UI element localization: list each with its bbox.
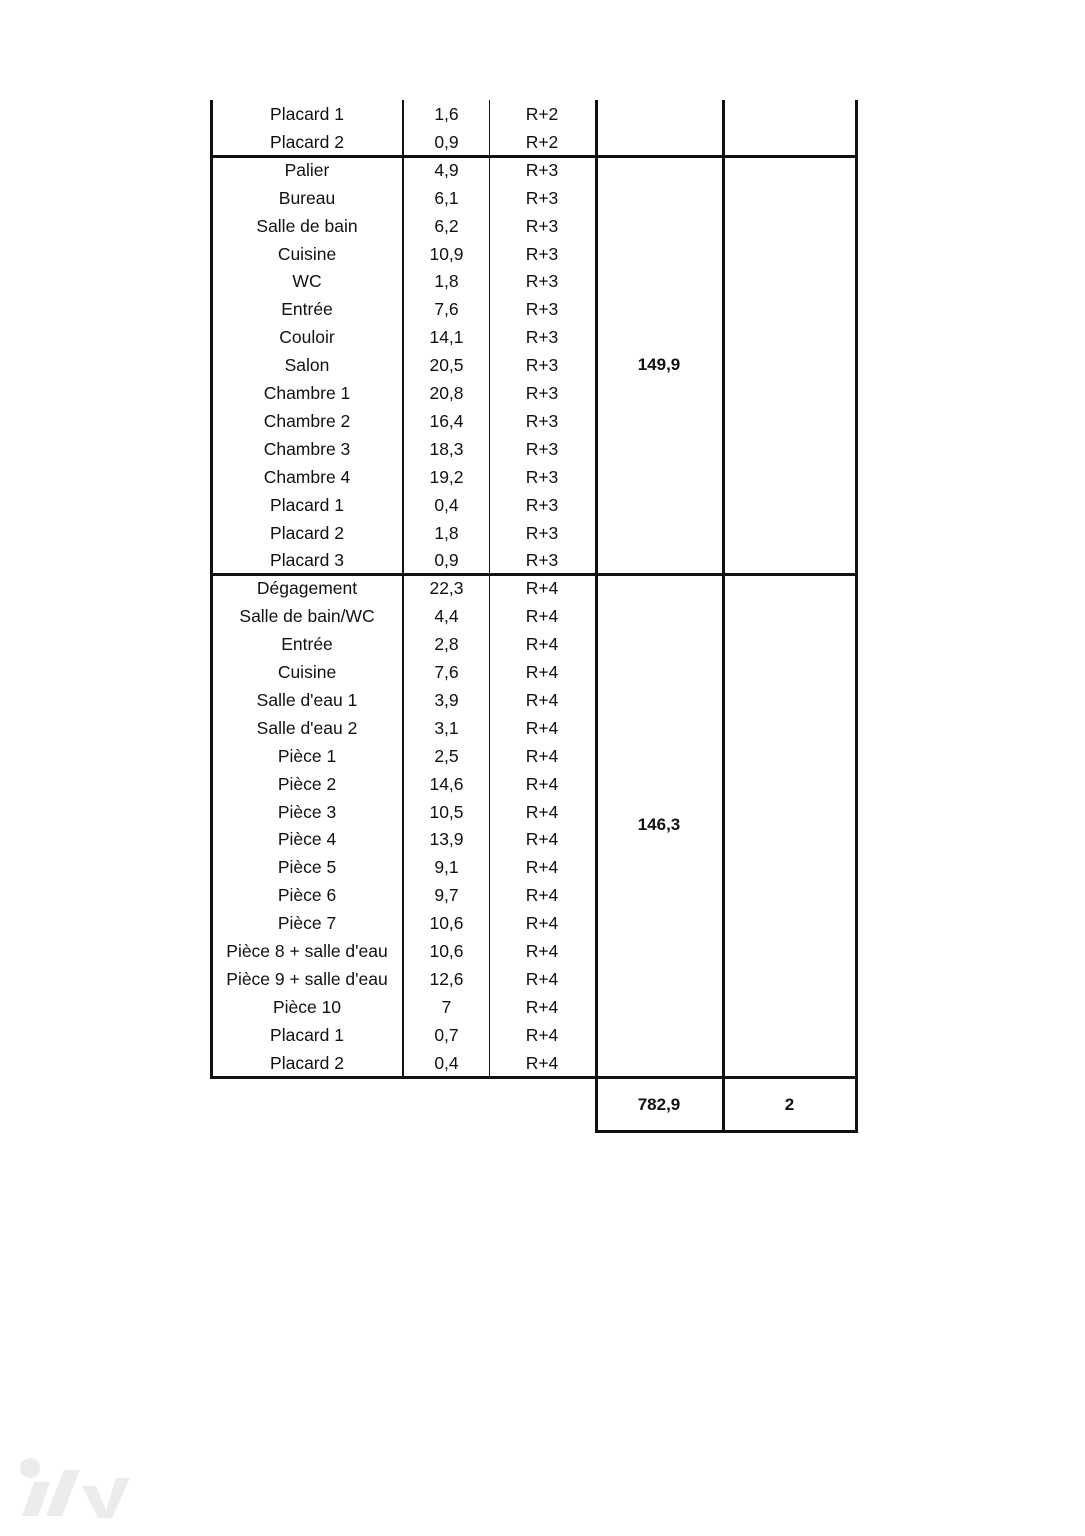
area-cell: 1,8 — [434, 271, 459, 292]
column-border-count — [722, 100, 725, 1133]
area-cell: 3,1 — [434, 717, 459, 738]
level-cell: R+2 — [525, 104, 559, 124]
level-cell: R+3 — [525, 299, 559, 320]
area-cell: 0,9 — [434, 131, 459, 152]
area-cell: 2,5 — [434, 745, 459, 766]
room-name-cell: Palier — [284, 159, 330, 180]
level-cell: R+4 — [525, 745, 559, 766]
level-cell: R+4 — [525, 1052, 559, 1073]
room-name-cell: Chambre 1 — [263, 383, 351, 403]
room-name-cell: Chambre 3 — [263, 438, 351, 459]
room-name-cell: Pièce 2 — [277, 773, 337, 794]
area-cell: 7,6 — [434, 662, 459, 682]
room-name-cell: Bureau — [278, 187, 336, 208]
area-cell: 3,9 — [434, 689, 459, 710]
room-name-cell: Cuisine — [277, 243, 337, 264]
grand-total-area: 782,9 — [637, 1094, 681, 1114]
level-cell: R+3 — [525, 550, 559, 571]
column-border-level — [489, 100, 491, 1078]
room-name-cell: Entrée — [281, 634, 333, 655]
room-name-cell: Chambre 2 — [263, 410, 351, 431]
area-cell: 6,1 — [434, 187, 459, 208]
level-cell: R+2 — [525, 131, 559, 152]
area-cell: 13,9 — [429, 829, 464, 850]
room-name-cell: Placard 3 — [270, 550, 344, 571]
room-name-cell: Pièce 4 — [277, 829, 337, 850]
level-cell: R+4 — [525, 689, 559, 710]
area-cell: 22,3 — [429, 578, 464, 599]
level-cell: R+4 — [525, 996, 559, 1017]
area-cell: 1,8 — [434, 522, 459, 543]
area-cell: 4,4 — [434, 606, 459, 627]
area-cell: 12,6 — [429, 968, 464, 989]
level-cell: R+4 — [525, 941, 559, 961]
level-cell: R+3 — [525, 522, 559, 543]
area-cell: 20,5 — [429, 355, 464, 376]
area-cell: 7 — [441, 996, 452, 1017]
level-cell: R+3 — [525, 383, 559, 403]
room-name-cell: Salle de bain — [256, 215, 358, 236]
room-name-cell: Entrée — [281, 299, 333, 320]
room-name-cell: Pièce 5 — [277, 857, 337, 878]
level-cell: R+4 — [525, 773, 559, 794]
room-name-cell: Salon — [284, 355, 330, 376]
room-name-cell: WC — [292, 271, 322, 292]
area-cell: 9,7 — [434, 885, 459, 906]
area-cell: 4,9 — [434, 159, 459, 180]
room-name-cell: Pièce 9 + salle d'eau — [226, 968, 388, 989]
room-name-cell: Pièce 3 — [277, 801, 337, 822]
room-name-cell: Placard 2 — [270, 131, 344, 152]
room-name-cell: Pièce 7 — [277, 913, 337, 934]
level-cell: R+3 — [525, 438, 559, 459]
room-name-cell: Dégagement — [256, 578, 358, 599]
area-cell: 0,4 — [434, 494, 459, 515]
group-separator — [210, 155, 858, 158]
area-cell: 19,2 — [429, 466, 464, 487]
level-cell: R+4 — [525, 578, 559, 599]
room-name-cell: Salle de bain/WC — [239, 606, 375, 627]
room-name-cell: Couloir — [279, 327, 335, 348]
column-border-right — [855, 100, 858, 1133]
level-cell: R+3 — [525, 159, 559, 180]
area-cell: 16,4 — [429, 410, 464, 431]
level-cell: R+4 — [525, 634, 559, 655]
level-cell: R+3 — [525, 466, 559, 487]
area-cell: 6,2 — [434, 215, 459, 236]
level-cell: R+3 — [525, 243, 559, 264]
level-cell: R+3 — [525, 494, 559, 515]
area-cell: 20,8 — [429, 383, 464, 403]
room-name-cell: Placard 1 — [270, 494, 344, 515]
area-cell: 10,9 — [429, 243, 464, 264]
level-cell: R+4 — [525, 606, 559, 627]
level-cell: R+3 — [525, 327, 559, 348]
level-cell: R+3 — [525, 410, 559, 431]
room-name-cell: Pièce 8 + salle d'eau — [226, 941, 388, 961]
room-name-cell: Pièce 10 — [272, 996, 342, 1017]
area-cell: 10,5 — [429, 801, 464, 822]
area-cell: 9,1 — [434, 857, 459, 878]
area-cell: 0,9 — [434, 550, 459, 571]
room-name-cell: Placard 2 — [270, 1052, 344, 1073]
level-cell: R+4 — [525, 857, 559, 878]
level-cell: R+3 — [525, 215, 559, 236]
area-cell: 10,6 — [429, 913, 464, 934]
room-name-cell: Placard 2 — [270, 522, 344, 543]
room-name-cell: Salle d'eau 2 — [256, 717, 358, 738]
room-name-cell: Placard 1 — [270, 104, 344, 124]
column-border-left — [210, 100, 213, 1079]
level-cell: R+4 — [525, 885, 559, 906]
room-name-cell: Salle d'eau 1 — [256, 689, 358, 710]
area-cell: 0,4 — [434, 1052, 459, 1073]
level-cell: R+4 — [525, 829, 559, 850]
room-name-cell: Cuisine — [277, 662, 337, 682]
level-cell: R+4 — [525, 801, 559, 822]
group-total-cell: 149,9 — [637, 355, 681, 375]
footer-bottom-border — [595, 1130, 858, 1133]
column-border-area — [402, 100, 404, 1078]
column-border-total — [595, 100, 598, 1133]
level-cell: R+4 — [525, 662, 559, 682]
area-cell: 10,6 — [429, 941, 464, 961]
level-cell: R+4 — [525, 1024, 559, 1045]
level-cell: R+4 — [525, 968, 559, 989]
room-name-cell: Pièce 1 — [277, 745, 337, 766]
area-cell: 14,6 — [429, 773, 464, 794]
room-name-cell: Chambre 4 — [263, 466, 351, 487]
area-cell: 18,3 — [429, 438, 464, 459]
area-cell: 2,8 — [434, 634, 459, 655]
area-cell: 1,6 — [434, 104, 459, 124]
level-cell: R+3 — [525, 355, 559, 376]
group-total-cell: 146,3 — [637, 815, 681, 835]
level-cell: R+4 — [525, 717, 559, 738]
area-cell: 14,1 — [429, 327, 464, 348]
room-name-cell: Placard 1 — [270, 1024, 344, 1045]
level-cell: R+3 — [525, 187, 559, 208]
area-cell: 0,7 — [434, 1024, 459, 1045]
room-name-cell: Pièce 6 — [277, 885, 337, 906]
table-bottom-border — [210, 1076, 858, 1079]
grand-total-count: 2 — [784, 1094, 795, 1114]
group-separator — [210, 573, 858, 576]
level-cell: R+3 — [525, 271, 559, 292]
level-cell: R+4 — [525, 913, 559, 934]
watermark-logo-icon — [16, 1456, 132, 1522]
area-cell: 7,6 — [434, 299, 459, 320]
